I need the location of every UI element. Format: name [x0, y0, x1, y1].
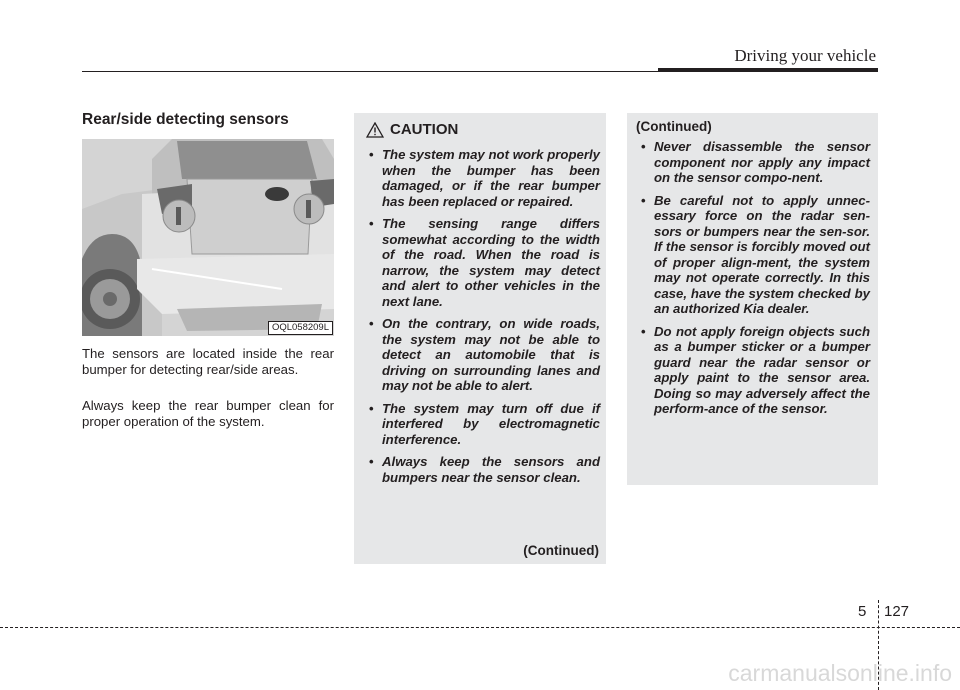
caution-item: • The system may turn off due if interfered by electromagnetic interference.: [364, 401, 600, 448]
warning-triangle-icon: [366, 122, 384, 138]
caution-item: • Be careful not to apply unnec-essary force on the radar sen-sors or bumpers near the sen-sor. If the sensor is forcibly moved out of proper align-ment, the system may not operate correctly. In this case, have the system checked by an authorized Kia dealer.: [636, 193, 870, 317]
caution-header: [366, 121, 458, 138]
caution-item: • The sensing range differs somewhat according to the width of the road. When the road is narrow, the system may detect and alert to other vehicles in the next lane.: [364, 216, 600, 309]
running-header-title: Driving your vehicle: [734, 46, 876, 65]
rear-sensor-figure: [82, 139, 334, 336]
caution-continued-box: [627, 113, 878, 485]
caution-item: • Always keep the sensors and bumpers near the sensor clean.: [364, 454, 600, 485]
caution-continued-list: [636, 139, 870, 424]
page-number: 127: [884, 603, 910, 620]
footer-dashed-rule: [0, 627, 960, 628]
car-rear-illustration: [82, 139, 334, 336]
chapter-number: 5: [858, 603, 867, 620]
body-paragraph-sensor-location: The sensors are located inside the rear bumper for detecting rear/side areas.: [82, 346, 334, 377]
header-rule-accent: [658, 68, 878, 72]
caution-item: • The system may not work properly when the bumper has been damaged, or if the rear bumper has been replaced or repaired.: [364, 147, 600, 209]
caution-item: • On the contrary, on wide roads, the system may not be able to detect an automobile that is driving on surrounding lanes and may not be able to alert.: [364, 316, 600, 394]
figure-code-label: OQL058209L: [268, 321, 333, 335]
caution-list: [364, 147, 600, 492]
caution-item: • Do not apply foreign objects such as a bumper sticker or a bumper guard near the radar sensor or apply paint to the sensor area. Doing so may adversely affect the perform-ance of the sensor.: [636, 324, 870, 417]
caution-title: CAUTION: [390, 121, 459, 138]
caution-box: [354, 113, 606, 564]
continued-heading: (Continued): [636, 119, 712, 134]
body-paragraph-keep-clean: Always keep the rear bumper clean for proper operation of the system.: [82, 398, 334, 429]
watermark: carmanualsonline.info: [728, 660, 952, 686]
continued-label: (Continued): [523, 543, 599, 558]
caution-item: • Never disassemble the sensor component nor apply any impact on the sensor compo-nent.: [636, 139, 870, 186]
section-heading: Rear/side detecting sensors: [82, 111, 289, 128]
